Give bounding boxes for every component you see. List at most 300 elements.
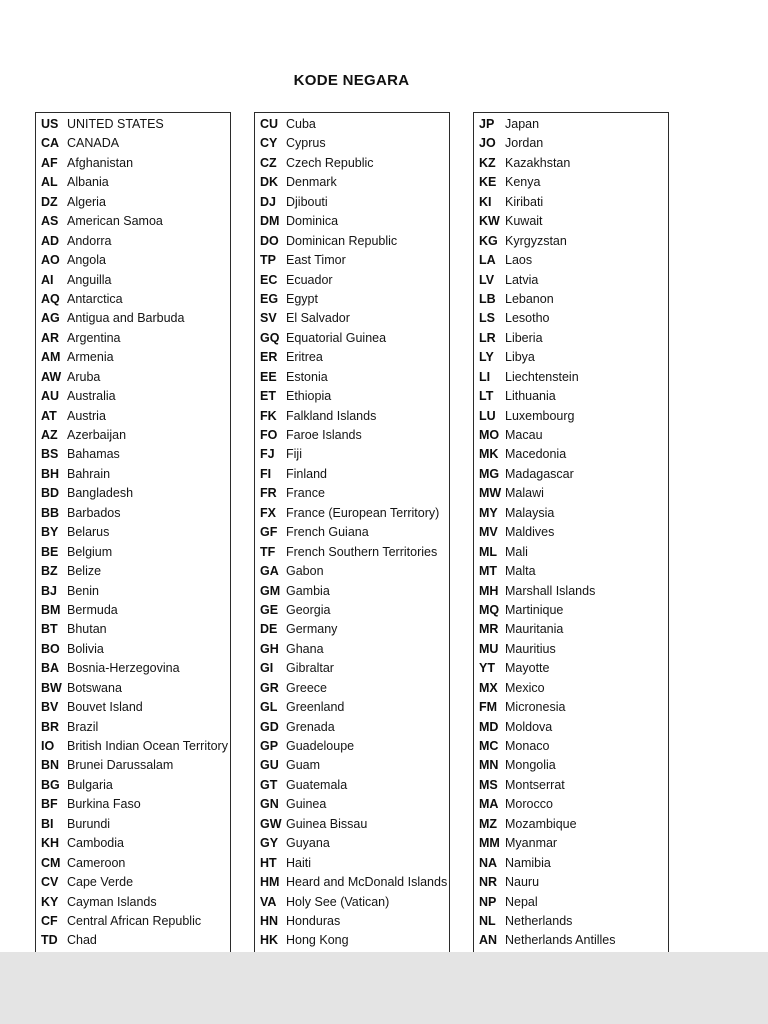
country-row — [255, 329, 449, 348]
country-row — [255, 445, 449, 464]
country-row — [255, 659, 449, 678]
country-name: Armenia — [67, 350, 114, 365]
country-code: BS — [41, 447, 59, 462]
country-name: Mali — [505, 544, 528, 559]
country-name: British Indian Ocean Territory — [67, 739, 228, 753]
country-name: Aruba — [67, 369, 101, 384]
country-row — [255, 173, 449, 192]
country-name: Bouvet Island — [67, 700, 143, 715]
country-row — [255, 795, 449, 814]
country-row — [36, 873, 230, 892]
country-row — [474, 368, 668, 387]
country-name: Central African Republic — [67, 913, 202, 928]
country-name: Bahrain — [67, 466, 111, 481]
country-row — [36, 329, 230, 348]
country-name: Haiti — [286, 855, 312, 870]
country-code: BM — [41, 602, 61, 617]
country-row — [36, 582, 230, 601]
country-name: Kenya — [505, 175, 541, 190]
country-row — [36, 737, 230, 756]
country-code: AO — [41, 253, 60, 268]
country-row — [255, 115, 449, 134]
country-name: Anguilla — [67, 272, 112, 287]
country-row — [474, 562, 668, 581]
country-code: MS — [479, 777, 498, 792]
country-name: Argentina — [67, 330, 121, 345]
country-row — [36, 912, 230, 931]
country-row — [36, 368, 230, 387]
country-code: DJ — [260, 194, 276, 209]
country-row — [255, 154, 449, 173]
country-name: Laos — [505, 253, 533, 268]
country-row — [255, 854, 449, 873]
country-row — [36, 465, 230, 484]
country-name: Australia — [67, 389, 116, 404]
country-name: Cape Verde — [67, 875, 134, 890]
country-name: France (European Territory) — [286, 505, 440, 520]
country-name: Botswana — [67, 680, 122, 695]
country-name: Mexico — [505, 680, 545, 695]
country-code: KG — [479, 233, 498, 248]
country-name: Kuwait — [505, 214, 543, 229]
country-name: Netherlands — [505, 913, 573, 928]
country-name: Djibouti — [286, 194, 328, 209]
country-code: TF — [260, 544, 276, 559]
country-row — [474, 251, 668, 270]
country-row — [474, 620, 668, 639]
country-row — [474, 193, 668, 212]
country-name: Maldives — [505, 525, 555, 540]
country-name: Guadeloupe — [286, 739, 355, 753]
country-code: LI — [479, 369, 491, 384]
country-code: MR — [479, 622, 499, 637]
country-name: Ecuador — [286, 272, 333, 287]
country-row — [36, 115, 230, 134]
country-row — [36, 387, 230, 406]
country-row — [474, 484, 668, 503]
country-row — [36, 776, 230, 795]
country-code: AL — [41, 175, 58, 190]
country-row — [36, 679, 230, 698]
country-name: Bosnia-Herzegovina — [67, 661, 180, 676]
country-row — [255, 523, 449, 542]
country-row — [36, 154, 230, 173]
country-name: Fiji — [286, 447, 302, 462]
country-code: ET — [260, 389, 276, 404]
country-code: GF — [260, 525, 278, 540]
country-row — [36, 212, 230, 231]
country-code: TD — [41, 933, 58, 948]
country-name: Kyrgyzstan — [505, 233, 567, 248]
country-name: Brazil — [67, 719, 99, 734]
country-code: EC — [260, 272, 278, 287]
country-name: Malta — [505, 564, 536, 579]
country-row — [474, 115, 668, 134]
country-row — [255, 834, 449, 853]
country-code: MG — [479, 466, 500, 481]
country-name: Burkina Faso — [67, 797, 141, 812]
country-name: Cameroon — [67, 855, 126, 870]
country-code: FJ — [260, 447, 275, 462]
country-name: Netherlands Antilles — [505, 933, 616, 948]
country-code: KW — [479, 214, 500, 229]
country-row — [36, 348, 230, 367]
country-row — [255, 426, 449, 445]
country-name: Bermuda — [67, 602, 118, 617]
country-code: IO — [41, 739, 55, 753]
country-row — [474, 776, 668, 795]
country-code: BO — [41, 641, 60, 656]
country-code: AZ — [41, 428, 58, 442]
country-row — [36, 815, 230, 834]
country-name: Hong Kong — [286, 933, 349, 948]
country-name: Heard and McDonald Islands — [286, 875, 448, 890]
country-row — [36, 718, 230, 737]
country-row — [255, 134, 449, 153]
country-row — [36, 854, 230, 873]
country-name: Malaysia — [505, 505, 555, 520]
country-row — [36, 523, 230, 542]
country-column — [473, 112, 669, 952]
country-row — [36, 232, 230, 251]
country-name: Cuba — [286, 117, 316, 131]
country-code: HM — [260, 875, 280, 890]
country-code: CZ — [260, 155, 277, 170]
country-row — [255, 582, 449, 601]
country-name: Benin — [67, 583, 99, 598]
country-code: MN — [479, 758, 499, 773]
country-row — [474, 931, 668, 950]
country-name: Ghana — [286, 641, 324, 656]
country-row — [36, 193, 230, 212]
country-code: BF — [41, 797, 58, 812]
country-name: Belgium — [67, 544, 113, 559]
country-code: BD — [41, 486, 60, 501]
country-code: GN — [260, 797, 279, 812]
country-name: Lebanon — [505, 291, 554, 306]
country-code: DE — [260, 622, 278, 637]
country-row — [255, 484, 449, 503]
country-name: Ethiopia — [286, 389, 332, 404]
country-name: Algeria — [67, 194, 106, 209]
country-row — [474, 309, 668, 328]
country-name: Monaco — [505, 739, 550, 753]
country-row — [474, 640, 668, 659]
country-row — [255, 290, 449, 309]
country-row — [255, 309, 449, 328]
country-row — [474, 154, 668, 173]
country-code: BW — [41, 680, 62, 695]
country-code: KZ — [479, 155, 496, 170]
country-code: MW — [479, 486, 502, 501]
country-code: BZ — [41, 564, 58, 579]
country-row — [36, 756, 230, 775]
country-row — [36, 659, 230, 678]
country-row — [474, 893, 668, 912]
country-row — [474, 426, 668, 445]
country-row — [36, 290, 230, 309]
country-code: LS — [479, 311, 495, 326]
country-code: FO — [260, 428, 278, 442]
country-name: Bhutan — [67, 622, 107, 637]
country-code: BR — [41, 719, 60, 734]
country-code: FR — [260, 486, 277, 501]
country-row — [255, 407, 449, 426]
country-name: Azerbaijan — [67, 428, 127, 442]
country-code: BA — [41, 661, 60, 676]
country-row — [36, 134, 230, 153]
country-code: LV — [479, 272, 495, 287]
country-name: Burundi — [67, 816, 111, 831]
country-row — [255, 776, 449, 795]
country-row — [474, 737, 668, 756]
country-name: Holy See (Vatican) — [286, 894, 390, 909]
country-code: BE — [41, 544, 59, 559]
country-name: Andorra — [67, 233, 112, 248]
country-name: Afghanistan — [67, 155, 134, 170]
country-name: UNITED STATES — [67, 117, 164, 131]
country-name: Bangladesh — [67, 486, 134, 501]
country-row — [36, 309, 230, 328]
country-row — [474, 465, 668, 484]
country-code: BG — [41, 777, 60, 792]
country-row — [255, 931, 449, 950]
country-row — [474, 718, 668, 737]
country-code: MC — [479, 739, 499, 753]
country-row — [36, 562, 230, 581]
country-code: HK — [260, 933, 279, 948]
country-code: FI — [260, 466, 272, 481]
country-row — [255, 251, 449, 270]
country-row — [474, 212, 668, 231]
country-code: CV — [41, 875, 59, 890]
country-name: Greenland — [286, 700, 345, 715]
country-name: Mongolia — [505, 758, 556, 773]
country-row — [474, 348, 668, 367]
country-row — [255, 504, 449, 523]
country-row — [255, 271, 449, 290]
country-name: East Timor — [286, 253, 346, 268]
country-code: ER — [260, 350, 278, 365]
country-name: Barbados — [67, 505, 121, 520]
country-code: BB — [41, 505, 60, 520]
country-row — [474, 834, 668, 853]
country-code: MA — [479, 797, 499, 812]
country-row — [474, 387, 668, 406]
country-name: Kazakhstan — [505, 155, 571, 170]
country-name: Mozambique — [505, 816, 577, 831]
country-row — [255, 368, 449, 387]
country-row — [36, 271, 230, 290]
country-name: Albania — [67, 175, 109, 190]
country-row — [255, 193, 449, 212]
country-name: Germany — [286, 622, 338, 637]
country-code: BY — [41, 525, 59, 540]
country-code: BI — [41, 816, 54, 831]
country-row — [474, 756, 668, 775]
country-name: Moldova — [505, 719, 553, 734]
country-code: CY — [260, 136, 278, 151]
country-row — [474, 873, 668, 892]
country-name: Honduras — [286, 913, 341, 928]
country-row — [36, 640, 230, 659]
country-code: GY — [260, 836, 279, 851]
country-name: Belarus — [67, 525, 110, 540]
country-code: JO — [479, 136, 496, 151]
country-row — [255, 465, 449, 484]
country-name: Macau — [505, 428, 543, 442]
country-code: AI — [41, 272, 54, 287]
country-code: GI — [260, 661, 274, 676]
country-code-table — [35, 112, 669, 952]
country-name: American Samoa — [67, 214, 163, 229]
country-name: Falkland Islands — [286, 408, 377, 423]
country-row — [474, 582, 668, 601]
country-row — [36, 620, 230, 639]
country-code: GH — [260, 641, 279, 656]
country-row — [474, 815, 668, 834]
country-code: MU — [479, 641, 499, 656]
country-code: DZ — [41, 194, 58, 209]
country-name: Georgia — [286, 602, 331, 617]
country-row — [474, 290, 668, 309]
country-name: Nauru — [505, 875, 540, 890]
country-code: KI — [479, 194, 492, 209]
country-name: Marshall Islands — [505, 583, 596, 598]
country-name: Guatemala — [286, 777, 348, 792]
country-name: Bulgaria — [67, 777, 113, 792]
country-name: Antigua and Barbuda — [67, 311, 185, 326]
country-name: Luxembourg — [505, 408, 575, 423]
country-name: Bolivia — [67, 641, 104, 656]
country-name: Lesotho — [505, 311, 550, 326]
country-row — [255, 387, 449, 406]
country-name: Montserrat — [505, 777, 565, 792]
country-name: Libya — [505, 350, 535, 365]
country-code: LR — [479, 330, 496, 345]
country-row — [255, 543, 449, 562]
country-code: MD — [479, 719, 499, 734]
country-code: MZ — [479, 816, 498, 831]
country-row — [36, 445, 230, 464]
country-code: EE — [260, 369, 277, 384]
country-row — [36, 834, 230, 853]
country-name: Guyana — [286, 836, 330, 851]
country-code: AS — [41, 214, 59, 229]
country-column — [254, 112, 450, 952]
country-name: Dominica — [286, 214, 339, 229]
country-code: MV — [479, 525, 498, 540]
country-name: Brunei Darussalam — [67, 758, 174, 773]
country-code: DO — [260, 233, 279, 248]
country-code: MX — [479, 680, 498, 695]
country-code: GT — [260, 777, 278, 792]
country-name: Austria — [67, 408, 106, 423]
country-code: CF — [41, 913, 58, 928]
country-code: GE — [260, 602, 279, 617]
country-row — [474, 329, 668, 348]
country-row — [474, 679, 668, 698]
country-name: Czech Republic — [286, 155, 374, 170]
country-row — [255, 893, 449, 912]
country-row — [255, 698, 449, 717]
country-code: MH — [479, 583, 499, 598]
country-code: AU — [41, 389, 60, 404]
country-name: Chad — [67, 933, 97, 948]
country-code: AM — [41, 350, 61, 365]
country-name: Gabon — [286, 564, 324, 579]
country-row — [255, 348, 449, 367]
country-name: France — [286, 486, 325, 501]
country-name: Mauritius — [505, 641, 556, 656]
country-code: MQ — [479, 602, 500, 617]
country-name: Belize — [67, 564, 102, 579]
country-code: GP — [260, 739, 279, 753]
country-name: Guinea — [286, 797, 327, 812]
country-row — [255, 620, 449, 639]
country-code: AN — [479, 933, 498, 948]
country-name: Malawi — [505, 486, 544, 501]
country-name: Japan — [505, 117, 540, 131]
country-code: BH — [41, 466, 60, 481]
country-name: El Salvador — [286, 311, 350, 326]
country-name: Morocco — [505, 797, 553, 812]
country-name: Madagascar — [505, 466, 574, 481]
country-name: Mauritania — [505, 622, 564, 637]
country-code: EG — [260, 291, 279, 306]
document-title: KODE NEGARA — [293, 72, 410, 89]
country-code: DK — [260, 175, 279, 190]
country-code: NR — [479, 875, 498, 890]
country-name: Cayman Islands — [67, 894, 157, 909]
country-name: Dominican Republic — [286, 233, 398, 248]
country-code: GD — [260, 719, 279, 734]
country-code: KH — [41, 836, 60, 851]
country-row — [36, 698, 230, 717]
country-name: Macedonia — [505, 447, 567, 462]
country-row — [255, 640, 449, 659]
country-code: FX — [260, 505, 276, 520]
country-name: Mayotte — [505, 661, 550, 676]
country-row — [255, 212, 449, 231]
country-code: US — [41, 117, 59, 131]
country-code: AF — [41, 155, 58, 170]
country-code: KE — [479, 175, 497, 190]
country-name: Nepal — [505, 894, 538, 909]
country-row — [36, 426, 230, 445]
country-name: Grenada — [286, 719, 335, 734]
country-name: Estonia — [286, 369, 328, 384]
country-name: Namibia — [505, 855, 551, 870]
country-code: MT — [479, 564, 498, 579]
country-row — [36, 543, 230, 562]
country-code: TP — [260, 253, 276, 268]
country-row — [36, 504, 230, 523]
country-row — [36, 407, 230, 426]
country-row — [36, 173, 230, 192]
country-code: GR — [260, 680, 279, 695]
country-name: Finland — [286, 466, 327, 481]
country-row — [255, 737, 449, 756]
country-row — [474, 523, 668, 542]
country-code: NP — [479, 894, 497, 909]
country-name: Liechtenstein — [505, 369, 579, 384]
country-name: Micronesia — [505, 700, 566, 715]
country-name: Myanmar — [505, 836, 558, 851]
country-row — [36, 484, 230, 503]
country-row — [36, 251, 230, 270]
country-code: FK — [260, 408, 277, 423]
